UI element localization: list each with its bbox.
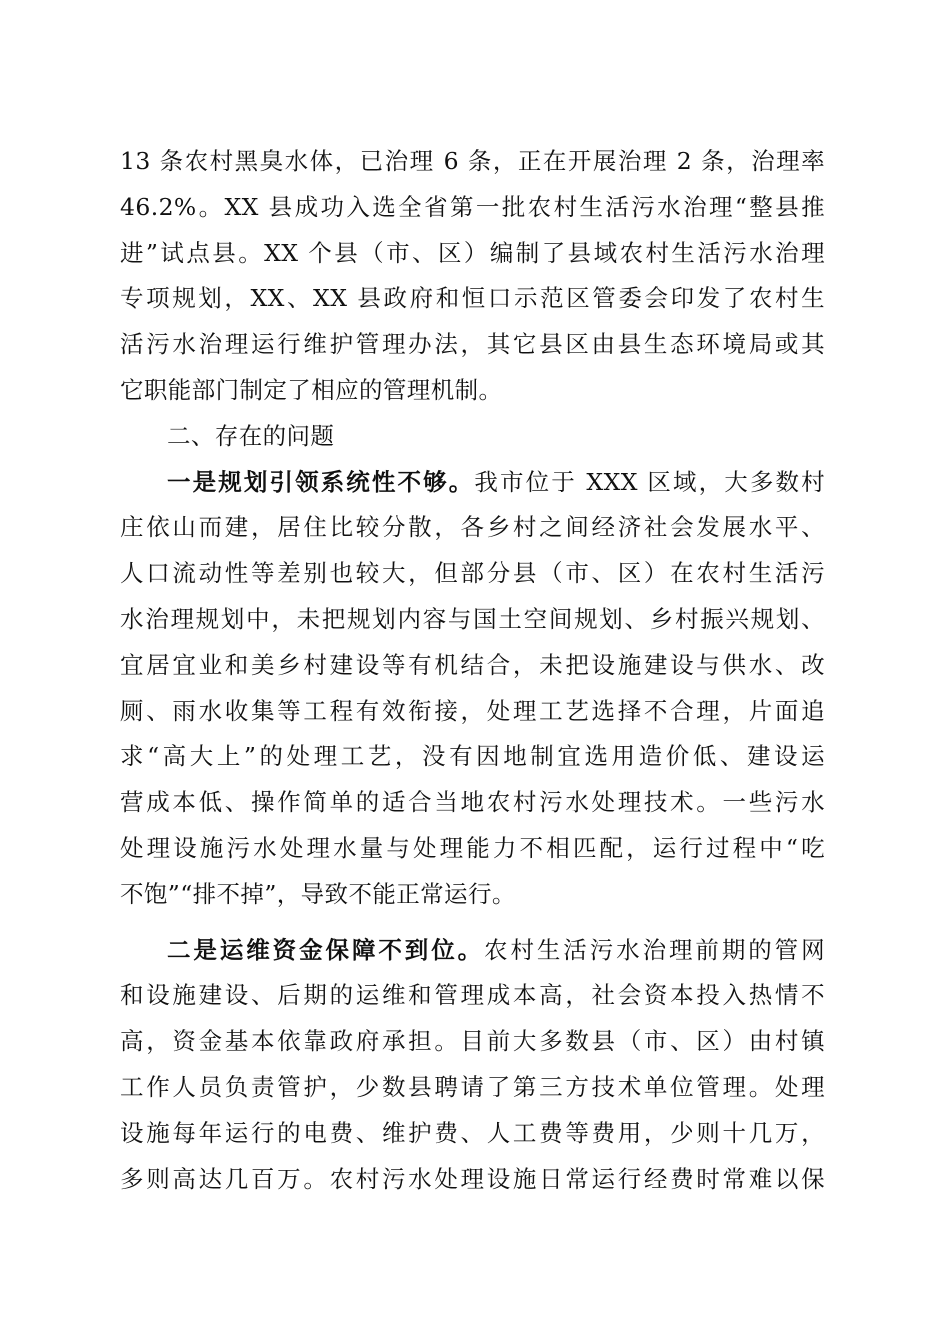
text-line: 进”试点县。XX 个县（市、区）编制了县域农村生活污水治理 bbox=[120, 238, 825, 267]
text-line: 水治理规划中，未把规划内容与国土空间规划、乡村振兴规划、 bbox=[120, 604, 825, 633]
text-line bbox=[120, 928, 825, 974]
text-line: 13 条农村黑臭水体，已治理 6 条，正在开展治理 2 条，治理率 bbox=[120, 147, 825, 175]
document-body bbox=[120, 139, 825, 1202]
paragraph-lead: 二是运维资金保障不到位。 bbox=[167, 935, 485, 964]
text-line: 求“高大上”的处理工艺，没有因地制宜选用造价低、建设运 bbox=[120, 742, 825, 771]
text-line: 和设施建设、后期的运维和管理成本高，社会资本投入热情不 bbox=[120, 981, 825, 1010]
text-line: 多则高达几百万。农村污水处理设施日常运行经费时常难以保 bbox=[120, 1164, 825, 1193]
text-line: 人口流动性等差别也较大，但部分县（市、区）在农村生活污 bbox=[120, 559, 825, 588]
text-line: 设施每年运行的电费、维护费、人工费等费用，少则十几万， bbox=[120, 1118, 825, 1147]
paragraph-spacer bbox=[120, 918, 825, 928]
text-line: 它职能部门制定了相应的管理机制。 bbox=[120, 375, 503, 404]
text-line: 46.2%。XX 县成功入选全省第一批农村生活污水治理“整县推 bbox=[120, 192, 825, 221]
text-line: 厕、雨水收集等工程有效衔接，处理工艺选择不合理，片面追 bbox=[120, 696, 825, 725]
text-line: 高，资金基本依靠政府承担。目前大多数县（市、区）由村镇 bbox=[120, 1027, 825, 1056]
paragraph-lead-rest: 我市位于 XXX 区域，大多数村 bbox=[474, 467, 825, 496]
section-heading: 二、存在的问题 bbox=[167, 421, 335, 450]
text-line: 不饱”“排不掉”，导致不能正常运行。 bbox=[120, 879, 516, 908]
paragraph-planning-issue bbox=[120, 460, 825, 918]
paragraph-lead-rest: 农村生活污水治理前期的管网 bbox=[484, 935, 825, 964]
paragraph-lead: 一是规划引领系统性不够。 bbox=[167, 467, 475, 496]
text-line: 专项规划，XX、XX 县政府和恒口示范区管委会印发了农村生 bbox=[120, 284, 825, 313]
text-line bbox=[120, 460, 825, 506]
text-line: 宜居宜业和美乡村建设等有机结合，未把设施建设与供水、改 bbox=[120, 650, 825, 679]
text-line: 处理设施污水处理水量与处理能力不相匹配，运行过程中“吃 bbox=[120, 833, 825, 862]
text-line: 营成本低、操作简单的适合当地农村污水处理技术。一些污水 bbox=[120, 788, 825, 817]
paragraph-funding-issue bbox=[120, 928, 825, 1203]
text-line: 庄依山而建，居住比较分散，各乡村之间经济社会发展水平、 bbox=[120, 513, 825, 542]
paragraph-rural-water-progress bbox=[120, 139, 825, 414]
text-line: 工作人员负责管护，少数县聘请了第三方技术单位管理。处理 bbox=[120, 1072, 825, 1101]
text-line: 活污水治理运行维护管理办法，其它县区由县生态环境局或其 bbox=[120, 330, 825, 359]
